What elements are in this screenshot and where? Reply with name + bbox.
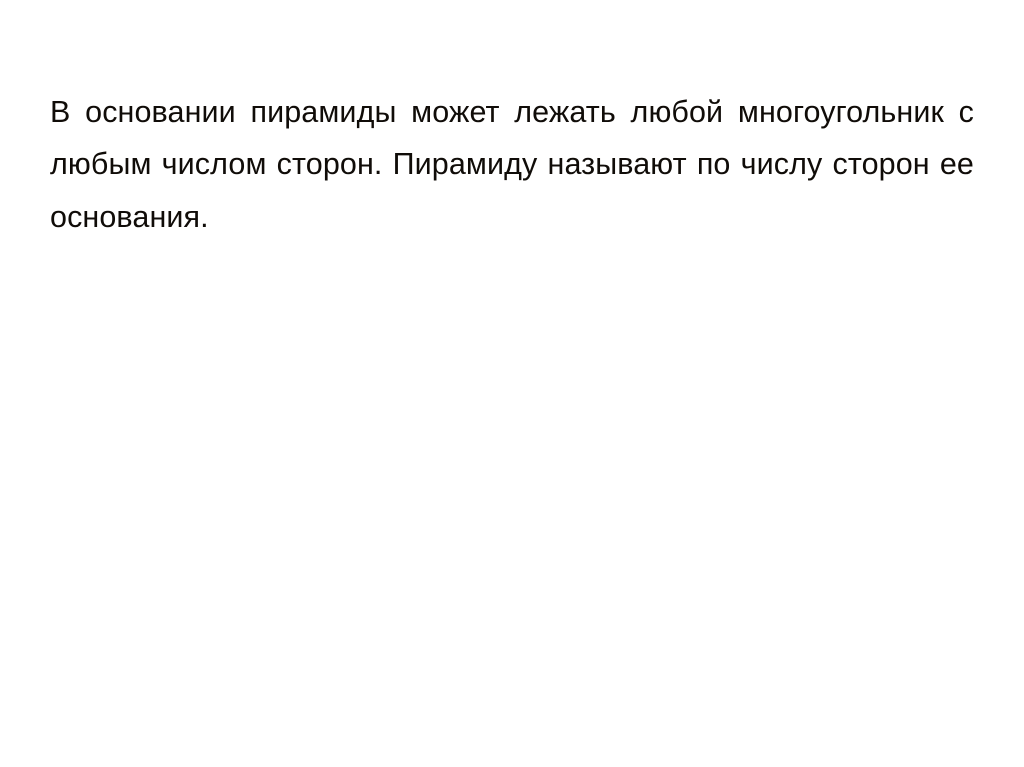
body-text-block xyxy=(50,86,974,243)
body-paragraph: В основании пирамиды может лежать любой многоугольник с любым числом сторон. Пирамиду называют по числу сторон ее основания. xyxy=(50,95,974,234)
